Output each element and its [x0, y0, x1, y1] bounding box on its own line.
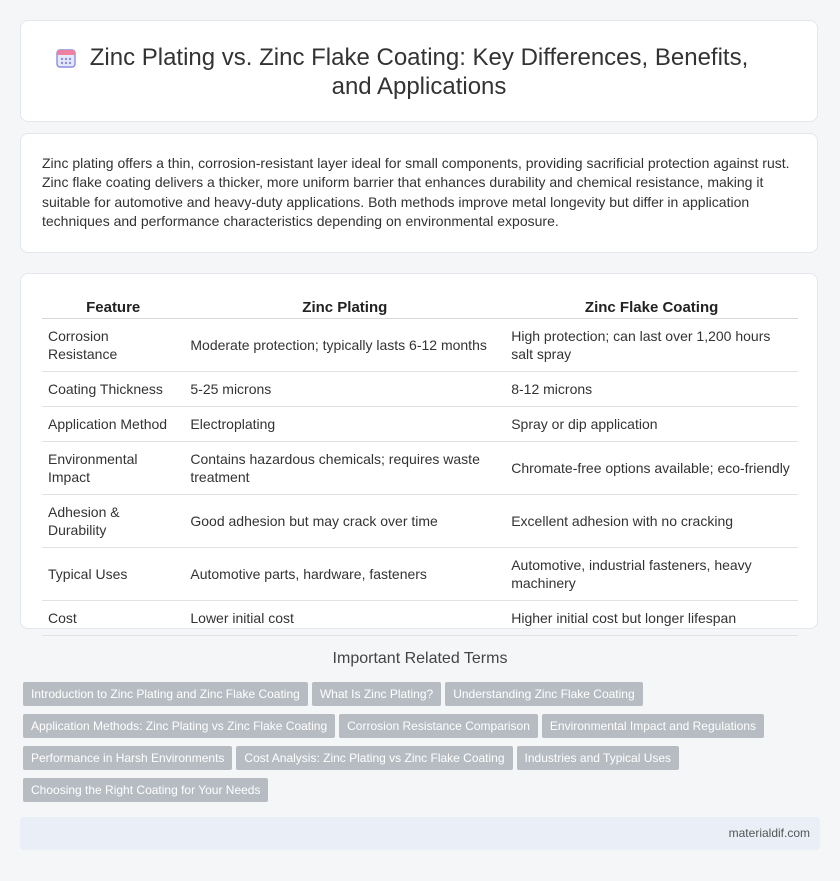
related-term-tag[interactable]: Performance in Harsh Environments — [23, 746, 232, 770]
related-term-tag[interactable]: Environmental Impact and Regulations — [542, 714, 764, 738]
tag-row — [23, 746, 813, 778]
header-card — [20, 20, 818, 122]
comparison-table-card — [20, 273, 818, 629]
table-cell-feature: Corrosion Resistance — [42, 319, 184, 372]
page-title: Zinc Plating vs. Zinc Flake Coating: Key Differences, Benefits, and Applications — [89, 44, 749, 100]
related-terms-title: Important Related Terms — [332, 650, 508, 667]
related-term-tag[interactable]: Corrosion Resistance Comparison — [339, 714, 538, 738]
table-cell-feature: Environmental Impact — [42, 442, 184, 495]
table-cell-zinc-flake: Chromate-free options available; eco-friendly — [505, 442, 798, 495]
related-term-tag[interactable]: Cost Analysis: Zinc Plating vs Zinc Flake Coating — [236, 746, 512, 770]
tag-row — [23, 714, 813, 746]
table-cell-zinc-flake: High protection; can last over 1,200 hours salt spray — [505, 319, 798, 372]
table-cell-feature: Coating Thickness — [42, 372, 184, 407]
table-cell-zinc-flake: 8-12 microns — [505, 372, 798, 407]
related-term-tag[interactable]: Understanding Zinc Flake Coating — [445, 682, 642, 706]
table-row — [42, 407, 798, 442]
table-cell-feature: Application Method — [42, 407, 184, 442]
table-cell-feature: Adhesion & Durability — [42, 495, 184, 548]
table-cell-zinc-plating: Moderate protection; typically lasts 6-12 months — [184, 319, 505, 372]
related-term-tag[interactable]: Industries and Typical Uses — [517, 746, 680, 770]
footer-bar — [20, 817, 820, 850]
comparison-table — [42, 296, 798, 636]
tag-row — [23, 682, 813, 714]
table-row — [42, 601, 798, 636]
table-row — [42, 495, 798, 548]
table-row — [42, 372, 798, 407]
table-row — [42, 548, 798, 601]
table-header-row — [42, 296, 798, 319]
related-term-tag[interactable]: What Is Zinc Plating? — [312, 682, 441, 706]
related-term-tag[interactable]: Choosing the Right Coating for Your Needs — [23, 778, 268, 802]
intro-card — [20, 133, 818, 253]
table-row — [42, 319, 798, 372]
header-zinc-flake-coating: Zinc Flake Coating — [505, 296, 798, 319]
intro-paragraph: Zinc plating offers a thin, corrosion-resistant layer ideal for small components, providing sacrificial protection against rust. Zinc flake coating delivers a thicker, more uniform barrier that enhances durability and chemical resistance, making it suitable for automotive and heavy-duty applications. Both methods improve metal longevity but differ in application techniques and performance characteristics depending on environmental exposure. — [42, 155, 790, 230]
table-cell-zinc-plating: Good adhesion but may crack over time — [184, 495, 505, 548]
table-cell-zinc-plating: Contains hazardous chemicals; requires waste treatment — [184, 442, 505, 495]
table-cell-zinc-plating: 5-25 microns — [184, 372, 505, 407]
table-cell-zinc-flake: Automotive, industrial fasteners, heavy machinery — [505, 548, 798, 601]
table-cell-zinc-flake: Spray or dip application — [505, 407, 798, 442]
table-cell-zinc-plating: Automotive parts, hardware, fasteners — [184, 548, 505, 601]
tag-row — [23, 778, 813, 810]
header-feature: Feature — [42, 296, 184, 319]
related-terms-tags — [23, 682, 813, 810]
table-cell-feature: Typical Uses — [42, 548, 184, 601]
table-cell-zinc-plating: Electroplating — [184, 407, 505, 442]
footer-site-link[interactable]: materialdif.com — [728, 826, 810, 840]
table-cell-zinc-flake: Higher initial cost but longer lifespan — [505, 601, 798, 636]
header-zinc-plating: Zinc Plating — [184, 296, 505, 319]
related-term-tag[interactable]: Application Methods: Zinc Plating vs Zinc Flake Coating — [23, 714, 335, 738]
table-row — [42, 442, 798, 495]
table-cell-zinc-flake: Excellent adhesion with no cracking — [505, 495, 798, 548]
related-term-tag[interactable]: Introduction to Zinc Plating and Zinc Flake Coating — [23, 682, 308, 706]
table-cell-zinc-plating: Lower initial cost — [184, 601, 505, 636]
table-cell-feature: Cost — [42, 601, 184, 636]
